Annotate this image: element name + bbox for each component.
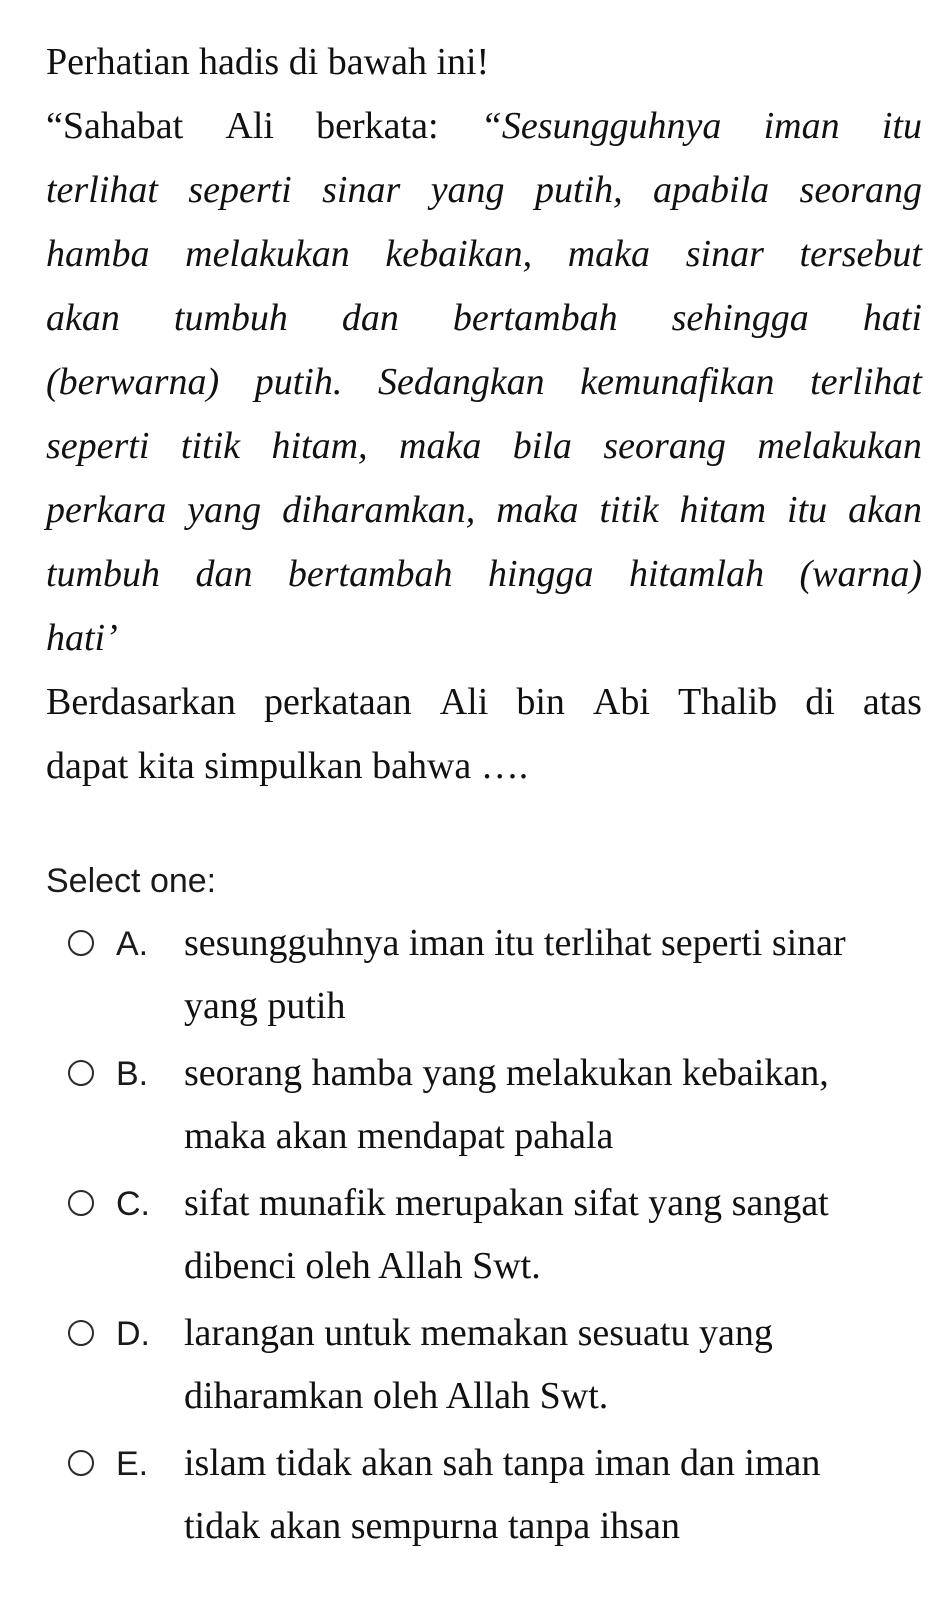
quote-line	[46, 478, 922, 542]
quote-line-1	[46, 94, 922, 158]
text-word: (warna)	[799, 553, 922, 595]
option-text[interactable]	[184, 912, 884, 1038]
text-word: tumbuh	[173, 297, 288, 339]
answer-options	[0, 922, 950, 1572]
text-word: perkataan	[263, 681, 412, 723]
option-text-line: seorang hamba yang melakukan kebaikan,	[184, 1052, 829, 1094]
text-word: sinar	[322, 169, 401, 211]
text-word: bertambah	[287, 553, 453, 595]
text-word: sinar	[685, 233, 764, 275]
option-text-line: larangan untuk memakan sesuatu yang	[184, 1312, 773, 1354]
option-text[interactable]	[184, 1042, 884, 1168]
text-word: bertambah	[452, 297, 618, 339]
text-word: seorang	[603, 425, 726, 467]
text-word: kemunafikan	[580, 361, 775, 403]
text-word: maka	[567, 233, 651, 275]
text-word: atas	[862, 681, 922, 723]
question-intro: Perhatian hadis di bawah ini!	[46, 41, 490, 83]
text-word: (berwarna)	[46, 361, 220, 403]
text-word: hingga	[487, 553, 594, 595]
quote-line	[46, 414, 922, 478]
text-word: dan	[195, 553, 253, 595]
quote-word: “Sesungguhnya	[480, 105, 722, 147]
quote-word: “Sahabat	[46, 105, 184, 147]
option-c[interactable]	[0, 1182, 950, 1312]
radio-button-icon[interactable]	[68, 930, 94, 956]
option-text-line: tidak akan sempurna tanpa ihsan	[184, 1505, 680, 1547]
radio-button-icon[interactable]	[68, 1320, 94, 1346]
option-letter: E.	[116, 1445, 149, 1483]
option-e[interactable]	[0, 1442, 950, 1572]
quote-line	[46, 222, 922, 286]
text-word: apabila	[653, 169, 770, 211]
text-word: seorang	[799, 169, 922, 211]
option-text[interactable]	[184, 1172, 884, 1298]
text-word: Sedangkan	[377, 361, 545, 403]
option-a[interactable]	[0, 922, 950, 1052]
option-text-line: yang putih	[184, 985, 346, 1027]
text-word: melakukan	[757, 425, 922, 467]
text-word: tumbuh	[46, 553, 160, 595]
conclusion-line	[46, 670, 922, 734]
option-text[interactable]	[184, 1432, 884, 1558]
radio-button-icon[interactable]	[68, 1190, 94, 1216]
quote-word: itu	[881, 105, 922, 147]
text-word: tersebut	[799, 233, 922, 275]
quote-line-last: hati’	[46, 617, 118, 659]
quote-line	[46, 286, 922, 350]
text-word: hati	[862, 297, 922, 339]
text-word: titik	[599, 489, 659, 531]
text-word: melakukan	[185, 233, 350, 275]
quote-word: iman	[763, 105, 840, 147]
option-text-line: maka akan mendapat pahala	[184, 1115, 614, 1157]
text-word: putih.	[254, 361, 343, 403]
option-text-line: islam tidak akan sah tanpa iman dan iman	[184, 1442, 821, 1484]
text-word: hamba	[46, 233, 150, 275]
text-word: itu	[787, 489, 828, 531]
select-one-label: Select one:	[46, 862, 217, 900]
conclusion-line-last: dapat kita simpulkan bahwa ….	[46, 745, 529, 787]
text-word: Thalib	[677, 681, 778, 723]
text-word: hitam	[679, 489, 767, 531]
text-word: diharamkan,	[282, 489, 476, 531]
text-word: bin	[516, 681, 565, 723]
text-word: hitam,	[271, 425, 368, 467]
option-letter: D.	[116, 1315, 150, 1353]
text-word: terlihat	[46, 169, 158, 211]
option-letter: A.	[116, 925, 149, 963]
text-word: Ali	[439, 681, 489, 723]
text-word: Berdasarkan	[46, 681, 236, 723]
quote-line	[46, 158, 922, 222]
option-letter: C.	[116, 1185, 150, 1223]
radio-button-icon[interactable]	[68, 1060, 94, 1086]
text-word: akan	[46, 297, 120, 339]
text-word: perkara	[46, 489, 167, 531]
quote-line	[46, 350, 922, 414]
option-d[interactable]	[0, 1312, 950, 1442]
text-word: di	[805, 681, 835, 723]
option-b[interactable]	[0, 1052, 950, 1182]
option-text-line: dibenci oleh Allah Swt.	[184, 1245, 541, 1287]
text-word: seperti	[188, 169, 292, 211]
quote-line	[46, 542, 922, 606]
text-word: kebaikan,	[385, 233, 533, 275]
text-word: Abi	[592, 681, 650, 723]
text-word: yang	[187, 489, 262, 531]
option-text-line: diharamkan oleh Allah Swt.	[184, 1375, 609, 1417]
option-text-line: sesungguhnya iman itu terlihat seperti sinar	[184, 922, 846, 964]
text-word: titik	[180, 425, 241, 467]
text-word: maka	[399, 425, 482, 467]
text-word: hitamlah	[628, 553, 765, 595]
text-word: maka	[496, 489, 579, 531]
quote-word: Ali	[225, 105, 274, 147]
text-word: akan	[848, 489, 922, 531]
text-word: putih,	[534, 169, 623, 211]
text-word: seperti	[46, 425, 150, 467]
option-text-line: sifat munafik merupakan sifat yang sangat	[184, 1182, 829, 1224]
text-word: bila	[512, 425, 572, 467]
text-word: terlihat	[810, 361, 922, 403]
radio-button-icon[interactable]	[68, 1450, 94, 1476]
question-text	[46, 30, 922, 798]
option-letter: B.	[116, 1055, 149, 1093]
option-text[interactable]	[184, 1302, 884, 1428]
text-word: yang	[430, 169, 505, 211]
text-word: sehingga	[671, 297, 809, 339]
quote-word: berkata:	[316, 105, 439, 147]
text-word: dan	[341, 297, 399, 339]
